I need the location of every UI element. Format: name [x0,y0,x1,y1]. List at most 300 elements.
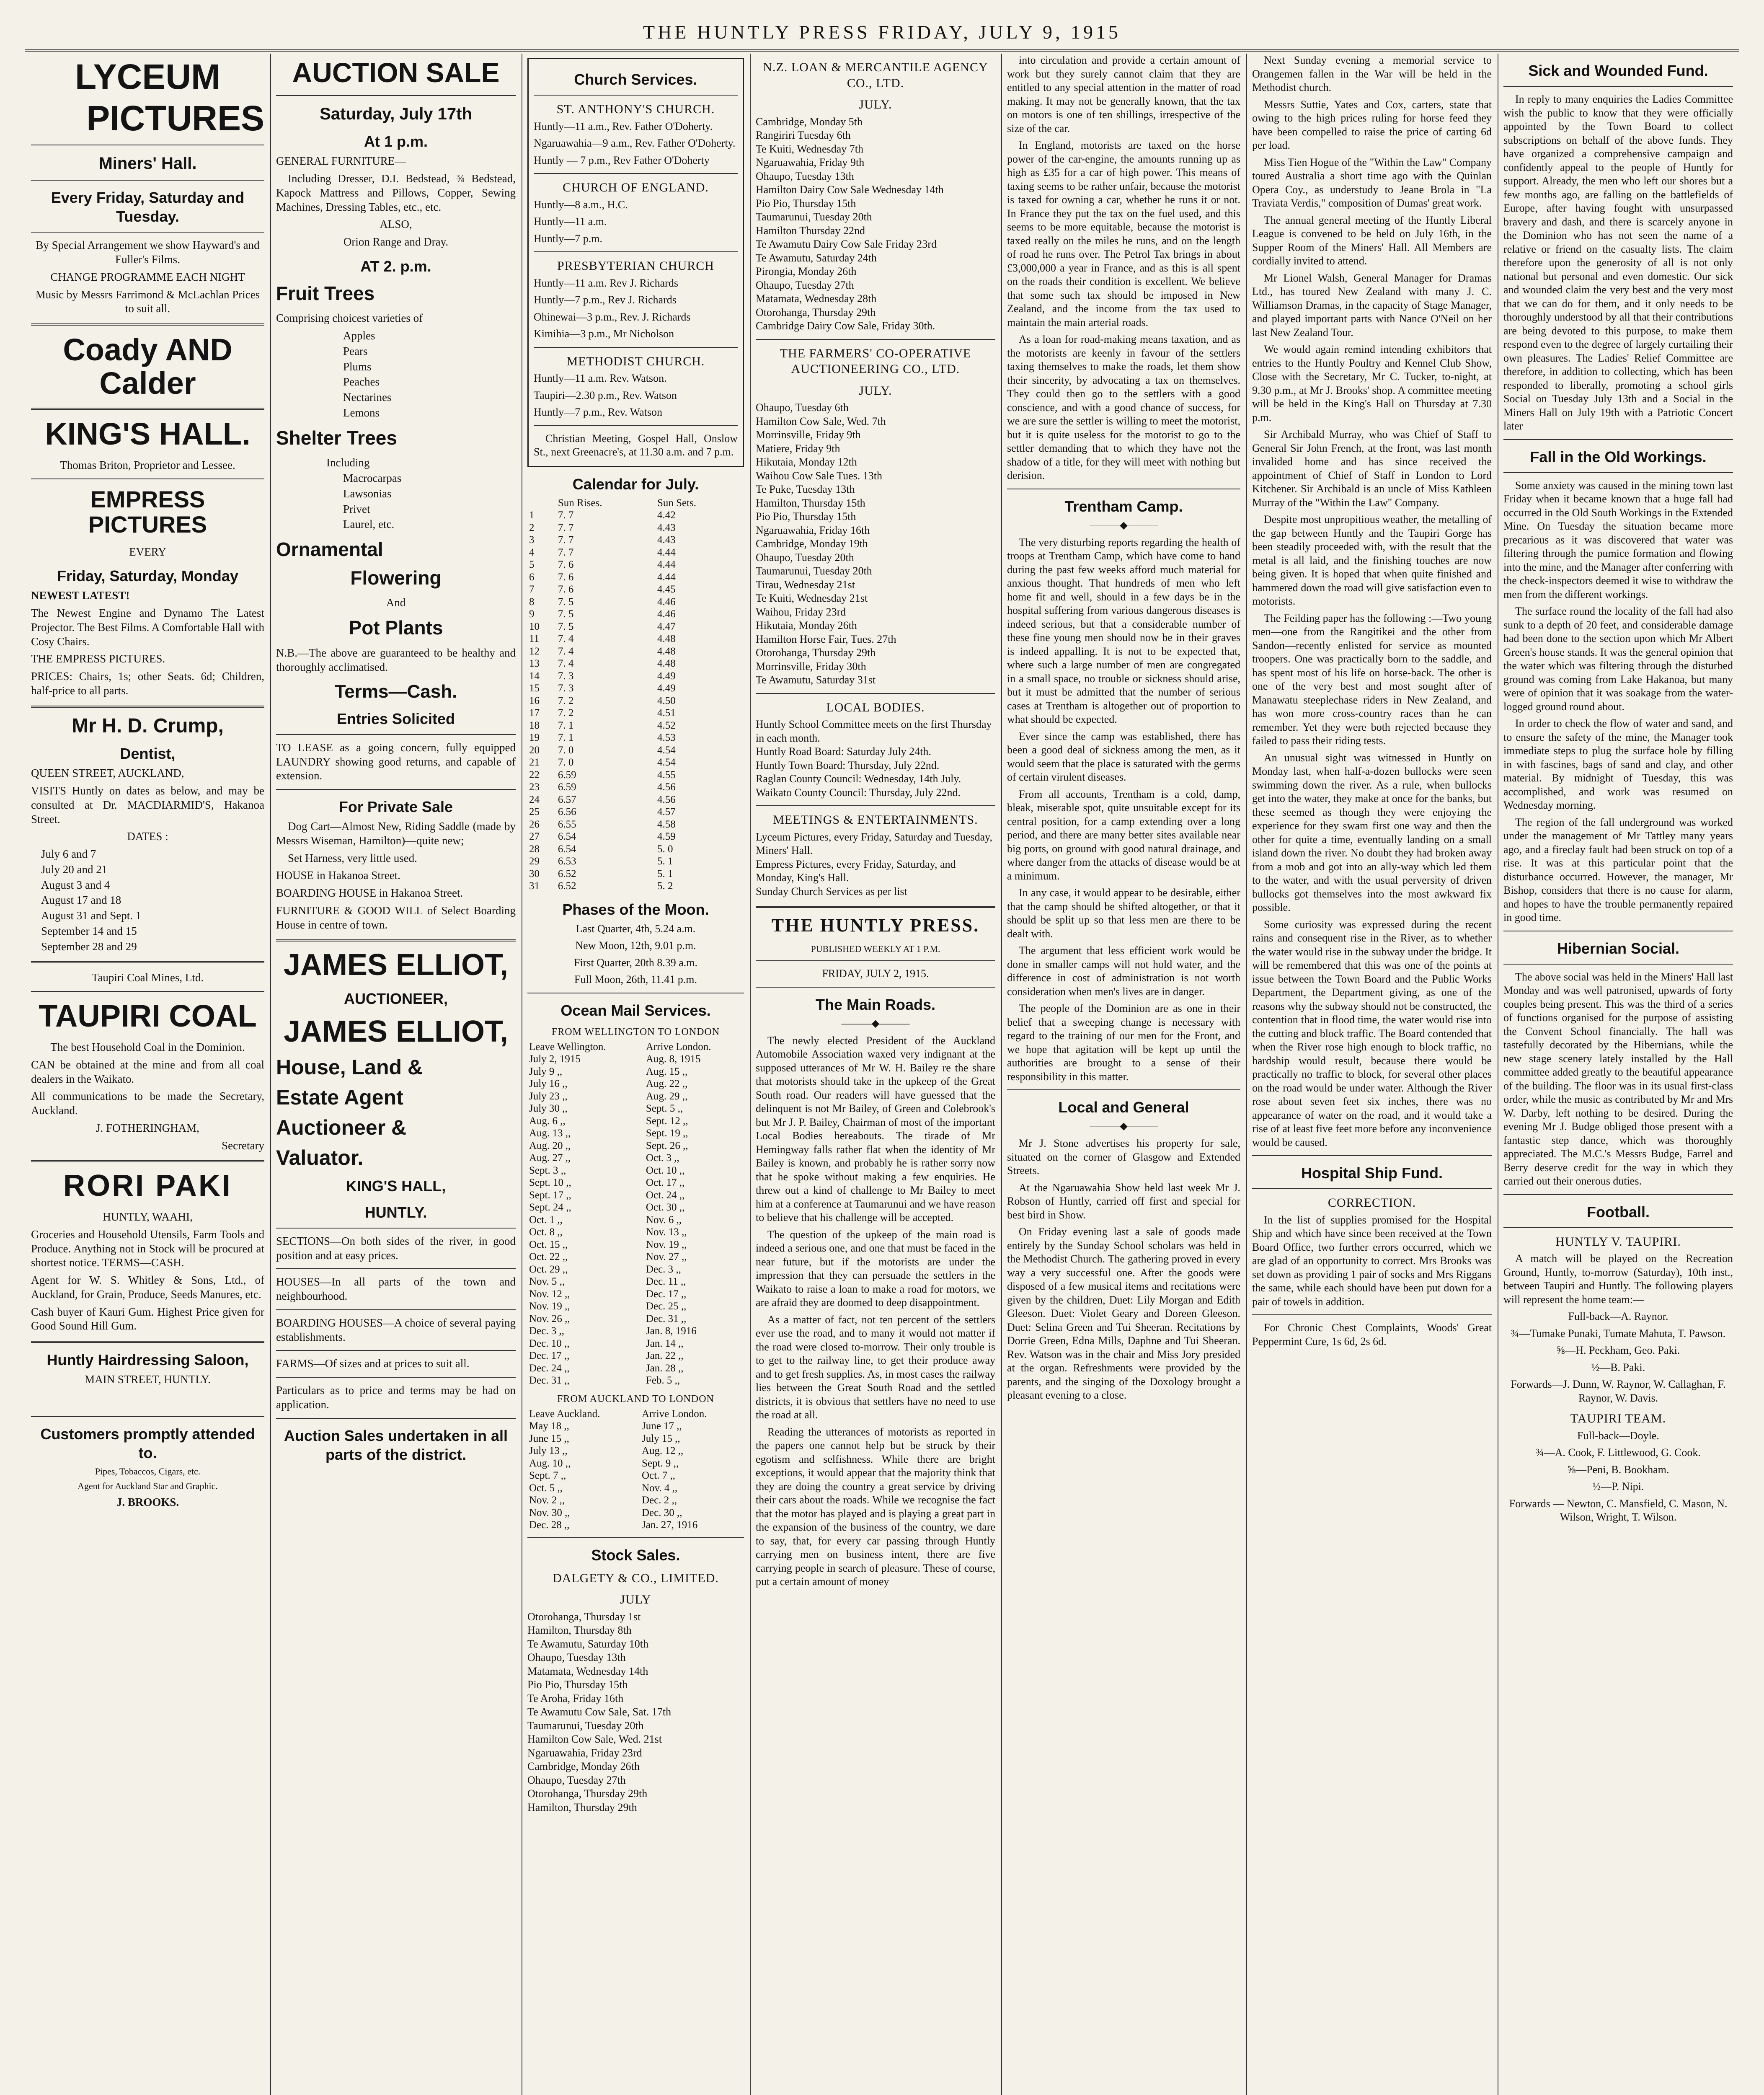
calendar-row-cell: 4.54 [657,744,676,756]
calendar-row-cell: 5. 0 [657,843,673,855]
team-line: Forwards — Newton, C. Mansfield, C. Mason, N. Wilson, Wright, T. Wilson. [1509,1497,1728,1523]
mail-row [527,1362,744,1375]
calendar-row [527,670,744,683]
shelter-item: Privet [343,502,370,515]
mail-row-cell: Oct. 17 ,, [646,1177,685,1188]
meeting-item: Sunday Church Services as per list [756,885,907,897]
mail-row-cell: June 15 ,, [529,1433,569,1444]
sale-item: Te Awamutu, Saturday 24th [756,251,877,264]
mail-row-cell: Jan. 14 ,, [646,1337,684,1349]
calendar-row-cell: 8 [529,596,535,608]
team-line: Full-back—A. Raynor. [1568,1310,1668,1322]
mail-row [527,1507,744,1519]
fruit-item: Plums [343,360,372,373]
mail-row-cell: Aug. 8, 1915 [646,1053,701,1065]
entries-solicited: Entries Solicited [336,710,455,727]
calendar-row-cell: 7. 4 [558,633,574,644]
main-roads-para: The question of the upkeep of the main road is indeed a serious one, and one that must be faced in the near future, but if the motorists are under the impression that they can persuade the settlers in the Waikato to raise a loan to make a road for motors, we are afraid they are doomed to deep disappointment. [756,1228,995,1309]
fall-para: The surface round the locality of the fall had also sunk to a depth of 20 feet, and considerable damage had been done to the section upon which Mr Albert Green's house stands. It was the general opinion that the water which was filtering through the disturbed ground was coming from Lake Hakanoa, but many were of opinion that it was soakage from the water-logged ground round about. [1503,605,1733,713]
calendar-row-cell: 4.46 [657,596,676,608]
auckland-mail-table [527,1408,744,1531]
team-line: ½—P. Nipi. [1592,1480,1644,1492]
sections: SECTIONS—On both sides of the river, in good position and at easy prices. [276,1234,516,1262]
sale-item: Cambridge, Monday 19th [756,538,868,550]
calendar-row-cell: 7. 6 [558,571,574,583]
sale-item: Morrinsville, Friday 30th [756,660,866,672]
calendar-row-cell: 4.42 [657,510,676,521]
newest-text: The Newest Engine and Dynamo The Latest Projector. The Best Films. A Comfortable Hall with Cosy Chairs. [31,607,264,648]
column-2 [270,54,522,2095]
rori-place: HUNTLY, WAAHI, [103,1210,193,1223]
calendar-row-cell: 4.48 [657,633,676,644]
sale-item: Hamilton Dairy Cow Sale Wednesday 14th [756,184,944,196]
sale-item: Pirongia, Monday 26th [756,265,857,277]
mail-row [527,1494,744,1507]
mail-row-cell: Sept. 26 ,, [646,1140,688,1151]
sale-item: Otorohanga, Thursday 29th [527,1787,648,1800]
local-body-item: Huntly School Committee meets on the first Thursday in each month. [756,718,992,744]
mail-row [527,1337,744,1350]
mail-row-cell: Aug. 6 ,, [529,1115,566,1127]
ocean-mail-title: Ocean Mail Services. [560,1001,711,1019]
team-line: ⅝—Peni, B. Bookham. [1567,1463,1669,1476]
auction-sales-undertaken: Auction Sales undertaken in all parts of the district. [284,1427,508,1463]
calendar-row-cell: 22 [529,769,540,781]
harness: Set Harness, very little used. [288,851,417,864]
calendar-title: Calendar for July. [572,475,699,493]
main-roads-para: The newly elected President of the Auckland Automobile Association waxed very indignant at the supposed utterances of Mr W. H. Bailey re the share that motorists should take in the upkeep of the Great South road. Our readers will have guessed that the delinquent is not Mr Bailey, of Green and Colebrook's but Mr J. P. Bailey, Chairman of most of the important Local Bodies hereabouts. The tirade of Mr Hemingway falls rather flat when the identity of Mr Bailey is known, and probably he is rather sorry now that he spoke without making a few enquiries. He threw out a kind of challenge to Mr Bailey to meet him at a conference at Taumarunui and we have reason to believe that his challenge will be accepted. [756,1034,995,1224]
taupiri-mines: Taupiri Coal Mines, Ltd. [91,971,204,984]
mail-row-cell: Nov. 4 ,, [641,1482,678,1494]
auction-time-2: AT 2. p.m. [360,257,431,275]
calendar-row [527,633,744,645]
mail-row-cell: July 16 ,, [529,1078,568,1089]
sale-item: Cambridge, Monday 26th [527,1760,640,1772]
mail-row-cell: Dec. 10 ,, [529,1337,570,1349]
calendar-row-cell: 4.58 [657,818,676,830]
sale-item: Te Awamutu Cow Sale, Sat. 17th [527,1706,672,1718]
service-line: Huntly—8 a.m., H.C. [534,198,628,211]
date-item: September 28 and 29 [41,940,137,953]
phase-line: New Moon, 12th, 9.01 p.m. [575,939,696,952]
service-line: Huntly—7 p.m., Rev. Watson [534,406,663,418]
calendar-row-cell: 4.43 [657,534,676,546]
whitley: Agent for W. S. Whitley & Sons, Ltd., of Auckland, for Grain, Produce, Seeds Manures, etc. [31,1274,264,1301]
mail-row-cell: Dec. 30 ,, [641,1507,682,1518]
music: Music by Messrs Farrimond & McLachlan Prices to suit all. [35,288,260,315]
calendar-row-cell: 7 [529,584,535,595]
cal-head [527,497,556,510]
meetings: MEETINGS & ENTERTAINMENTS. [773,813,978,827]
sale-item: Ohaupo, Tuesday 13th [527,1651,626,1663]
calendar-row-cell: 26 [529,818,540,830]
sale-item: Ohaupo, Tuesday 6th [756,401,849,414]
shelter-trees: Shelter Trees [276,427,397,449]
calendar-row-cell: 20 [529,744,540,756]
calendar-row [527,794,744,806]
brooks: J. BROOKS. [116,1495,179,1508]
can-obtain: CAN be obtained at the mine and from all coal dealers in the Waikato. [31,1058,264,1085]
team-line: Full-back—Doyle. [1577,1429,1659,1442]
local-para: Sir Archibald Murray, who was Chief of Staff to General Sir John French, at the front, was last month invalided home and has since received the appointment of Chief of Staff in London to Lord Kitchener. Sir Archibald is an uncle of Miss Kathleen Murray of the "Within the Law" Company. [1252,428,1492,509]
mail-row-cell: Oct. 5 ,, [529,1482,563,1494]
huntly: HUNTLY. [364,1203,427,1221]
calendar-row [527,645,744,658]
mail-head: Leave Wellington. [529,1041,606,1053]
mail-row-cell: Aug. 22 ,, [646,1078,688,1089]
fall-para: Some anxiety was caused in the mining town last Friday when it became known that a huge fall had occurred in the Old South Workings in the Extended Mine. On Tuesday the situation became more precarious as it was discovered that water was filtering through the pumice formation and flowing into the mine, and the Manager after conferring with the check-inspectors deemed it wise to withdraw the men from the different workings. [1503,479,1733,600]
calendar-row-cell: 4.54 [657,757,676,768]
calendar-row-cell: 4.56 [657,794,676,805]
mail-head: Leave Auckland. [529,1408,600,1420]
calendar-row-cell: 4.43 [657,522,676,533]
newest-latest: NEWEST LATEST! [31,589,130,602]
mail-row-cell: Aug. 29 ,, [646,1090,688,1102]
service-line: Huntly—11 a.m., Rev. Father O'Doherty. [534,120,713,132]
team-line: ¾—Tumake Punaki, Tumate Mahuta, T. Pawson. [1511,1327,1726,1340]
calendar-row-cell: 3 [529,534,535,546]
mail-row [527,1313,744,1325]
sale-item: Otorohanga, Thursday 29th [756,306,876,318]
shelter-list [276,471,516,532]
calendar-row-cell: 7. 4 [558,645,574,657]
mail-row-cell: Sept. 17 ,, [529,1189,571,1201]
house-hakanoa: HOUSE in Hakanoa Street. [276,869,400,882]
st-anthony: ST. ANTHONY'S CHURCH. [556,102,715,116]
local-bodies-list [756,718,995,799]
service-line: Huntly—7 p.m. [534,232,602,245]
sale-item: Otorohanga, Thursday 29th [756,647,876,659]
mail-row-cell: July 13 ,, [529,1445,568,1456]
mail-row-cell: Oct. 30 ,, [646,1202,685,1213]
trentham-para: The argument that less efficient work would be done in smaller camps will not hold water, and the difference in cost of administration is not worth consideration when men's lives are in danger. [1007,944,1240,998]
calendar-row [527,707,744,719]
sale-item: Matamata, Wednesday 28th [756,292,877,305]
calendar-row-cell: 19 [529,732,540,743]
calendar-row-cell: 7. 4 [558,658,574,669]
mail-row-cell: Oct. 1 ,, [529,1214,563,1226]
calendar-row [527,818,744,831]
mail-row-cell: Aug. 27 ,, [529,1152,571,1164]
calendar-row-cell: 6.53 [558,856,576,867]
service-line: Huntly—11 a.m. Rev J. Richards [534,277,678,289]
mail-row-cell: Dec. 24 ,, [529,1362,570,1374]
calendar-row-cell: 15 [529,683,540,694]
service-line: Taupiri—2.30 p.m., Rev. Watson [534,389,677,401]
wellington-mail-table [527,1041,744,1387]
local-general-title: Local and General [1058,1099,1189,1116]
empress-prices: PRICES: Chairs, 1s; other Seats. 6d; Children, half-price to all parts. [31,670,264,697]
dates-heading: DATES : [127,830,168,843]
particulars: Particulars as to price and terms may be had on application. [276,1384,516,1411]
service-line: Huntly—11 a.m. [534,215,607,228]
local-para: An unusual sight was witnessed in Huntly on Monday last, when half-a-dozen bullocks were seen swimming down the river. As a rule, when bullocks get into the water, they make at once for the banks, but these seemed as though they were enjoying the experience for they swam first one way and then the other for quite a time, eventually landing on a small island down the river. No doubt they had broken away from a mob and got into an ally-way which led them to the water, and with the usual perversity of driven bullocks got themselves into the most awkward fix possible. [1252,751,1492,913]
dog-cart: Dog Cart—Almost New, Riding Saddle (made by Messrs Wiseman, Hamilton)—quite new; [276,820,516,847]
mail-row-cell: July 15 ,, [641,1433,680,1444]
fotheringham: J. FOTHERINGHAM, [96,1121,199,1134]
sale-item: Rangiriri Tuesday 6th [756,129,851,141]
coady-calder: Coady AND Calder [63,332,232,401]
sale-item: Hamilton Cow Sale, Wed. 7th [756,415,886,427]
calendar-row-cell: 6.59 [558,769,576,781]
local-para: On Friday evening last a sale of goods made entirely by the Sunday School scholars was held in the Methodist Church. The gathering proved in every way a very successful one. After the goods were disposed of a few musical items and recitations were given by the children, Duet: Lily Morgan and Edith Gleeson. Duet: Violet Geary and Doreen Gleeson. Duet: Selina Green and Tui Sheeran. Recitations by Dorrie Green, Edna Mills, Daphne and Tui Sheeran. Rev. Watson was in the chair and Miss Jory presided at the organ. Refreshments were provided by the parents, and the singing of the Doxology brought a pleasant evening to a close. [1007,1226,1240,1401]
sale-item: Pio Pio, Thursday 15th [527,1679,628,1691]
calendar-table [527,497,744,892]
sale-item: Te Awamutu Dairy Cow Sale Friday 23rd [756,238,937,250]
mail-row-cell: Nov. 13 ,, [646,1226,687,1238]
best-coal: The best Household Coal in the Dominion. [50,1041,245,1054]
local-para: Messrs Suttie, Yates and Cox, carters, state that owing to the high prices ruling for horse feed they have been compelled to raise the price of carting 6d per load. [1252,98,1492,151]
mail-row-cell: July 23 ,, [529,1090,568,1102]
service-line: Huntly—11 a.m. Rev. Watson. [534,372,667,384]
calendar-row-cell: 4.52 [657,719,676,731]
mail-row-cell: Dec. 2 ,, [641,1495,677,1506]
mail-row [527,1457,744,1470]
local-para: The annual general meeting of the Huntly Liberal League is convened to be held on July 16th, in the Supper Room of the Miners' Hall. All Members are cordially invited to attend. [1252,214,1492,267]
calendar-row-cell: 17 [529,707,540,719]
column-7 [1498,54,1739,2095]
correction: CORRECTION. [1328,1196,1416,1210]
main-roads-para: As a matter of fact, not ten percent of the settlers ever use the road, and to many it would not matter if the road were closed to-morrow. Their only trouble is to get to the railway line, to get their produce away and to get fresh supplies. As, in most cases the railway lies between the Great South Road and the settled districts, it is obvious that settlers have no need to use the road at all. [756,1313,995,1421]
sale-item: Hamilton, Thursday 15th [756,497,865,509]
local-para: At the Ngaruawahia Show held last week Mr J. Robson of Huntly, carried off first and special for best bird in Show. [1007,1181,1240,1221]
calendar-row-cell: 4.45 [657,584,676,595]
column-4 [750,54,1001,2095]
fruit-item: Nectarines [343,391,392,404]
mail-row-cell: Jan. 8, 1916 [646,1325,697,1337]
calendar-row-cell: 4.53 [657,732,676,743]
calendar-row-cell: 6.57 [558,794,576,805]
calendar-row [527,571,744,584]
mail-row-cell: July 30 ,, [529,1103,568,1114]
date-item: July 6 and 7 [41,848,96,861]
mail-row [527,1066,744,1078]
calendar-row [527,719,744,732]
sale-item: Ngaruawahia, Friday 23rd [527,1746,642,1759]
main-roads-para: Reading the utterances of motorists as reported in the papers one cannot help but be struck by their egotism and selfishness. While there are bright exceptions, it would appear that the majority think that they are doing the country a great service by driving their cars about the roads. While we recognise the fact that the motor has played and is playing a great part in the expansion of the business of the country, we dare to say, that, for every car passing through Huntly carrying men on business intent, there are five carrying people in search of pleasure. These of course, put a certain amount of money [756,1425,995,1588]
sale-item: Waihou Cow Sale Tues. 13th [756,469,882,482]
rori-paki: RORI PAKI [63,1169,232,1203]
phase-line: Full Moon, 26th, 11.41 p.m. [574,973,697,985]
team-line: Forwards—J. Dunn, W. Raynor, W. Callaghan, F. Raynor, W. Davis. [1511,1378,1726,1404]
mail-head: Arrive London. [641,1408,707,1420]
mail-head: Arrive London. [646,1041,711,1053]
calendar-row-cell: 28 [529,843,540,855]
calendar-row-cell: 7. 3 [558,670,574,682]
sale-item: Matiere, Friday 9th [756,442,840,455]
calendar-row-cell: 4.59 [657,831,676,842]
sale-item: Hamilton Cow Sale, Wed. 21st [527,1733,662,1745]
calendar-row-cell: 4 [529,546,535,558]
hospital-ship-title: Hospital Ship Fund. [1301,1164,1443,1182]
calendar-row-cell: 5. 1 [657,856,673,867]
calendar-row-cell: 4.44 [657,546,676,558]
hibernian-para: The above social was held in the Miners' Hall last Monday and was well patronised, upwards of forty couples being present. This was the third of a series of functions organised for the purpose of assisting the Convent School financially. The hall was tastefully decorated by the Hibernians, while the new stage scenery lately installed by the Hall committee added greatly to the beautiful appearance of the building. The floor was in its usual first-class order, while the music as contributed by Mr and Mrs W. Darby, left nothing to be desired. During the evening Mr J. Budge obliged those present with a fantastic step dance, which was thoroughly appreciated. The M.C.'s Messrs Budge, Farrel and Berry deserve credit for the way in which they carried out their onerous duties. [1503,970,1733,1187]
mail-row-cell: Sept. 7 ,, [529,1470,566,1481]
mail-row [527,1519,744,1531]
calendar-row-cell: 6.56 [558,806,576,817]
sale-item: Taumarunui, Tuesday 20th [756,565,872,577]
mail-row [527,1251,744,1263]
empress-days: Friday, Saturday, Monday [57,567,238,585]
sale-item: Te Kuiti, Wednesday 21st [756,592,868,604]
date-item: July 20 and 21 [41,863,108,876]
calendar-row-cell: 7. 2 [558,707,574,719]
fruit-trees: Fruit Trees [276,282,375,304]
calendar-row-cell: 24 [529,794,540,805]
calendar-row-cell: 4.48 [657,658,676,669]
trentham-para: From all accounts, Trentham is a cold, damp, bleak, miserable spot, quite unsuitable except for its central position, for a camp extending over a long period, and there are many better sites available near big ports, on ground with good natural drainage, and where danger from the attacks of disease would be at a minimum. [1007,788,1240,882]
general-furniture: GENERAL FURNITURE— [276,155,406,168]
boarding-house: BOARDING HOUSE in Hakanoa Street. [276,887,463,900]
calendar-row [527,695,744,707]
mail-row [527,1300,744,1313]
nz-loan: N.Z. LOAN & MERCANTILE AGENCY CO., LTD. [763,60,988,90]
mail-row-cell: Aug. 10 ,, [529,1457,571,1469]
mail-row [527,1115,744,1128]
mail-row [527,1090,744,1103]
calendar-row-cell: 4.48 [657,645,676,657]
sale-item: Hamilton, Thursday 29th [527,1801,637,1813]
mail-row-cell: Oct. 10 ,, [646,1164,685,1176]
date-item: September 14 and 15 [41,924,137,937]
sale-item: Ohaupo, Tuesday 13th [756,170,854,182]
mail-row [527,1350,744,1362]
calendar-row-cell: 7. 7 [558,546,574,558]
service-line: Kimihia—3 p.m., Mr Nicholson [534,328,674,340]
pipes: Pipes, Tobaccos, Cigars, etc. [95,1466,201,1477]
mail-row-cell: Dec. 3 ,, [529,1325,564,1337]
local-bodies: LOCAL BODIES. [826,700,925,714]
mail-row-cell: Sept. 3 ,, [529,1164,566,1176]
mail-row-cell: Nov. 6 ,, [646,1214,682,1226]
service-line: Huntly—7 p.m., Rev J. Richards [534,294,677,306]
huntly-v-taupiri: HUNTLY V. TAUPIRI. [1555,1234,1681,1249]
farms: FARMS—Of sizes and at prices to suit all. [276,1357,470,1370]
issue-date: FRIDAY, JULY 2, 1915. [822,967,929,980]
mail-row-cell: Dec. 3 ,, [646,1263,681,1275]
calendar-row-cell: 4.49 [657,670,676,682]
calendar-row-cell: 10 [529,621,540,632]
mail-row-cell: Oct. 29 ,, [529,1263,568,1275]
shelter-item: Macrocarpas [343,472,402,485]
match-para: A match will be played on the Recreation Ground, Huntly, to-morrow (Saturday), 10th inst., between Taupiri and Huntly. The following players will represent the home team:— [1503,1252,1733,1306]
calendar-row [527,546,744,559]
mail-row-cell: Nov. 5 ,, [529,1276,565,1287]
sale-item: Tirau, Wednesday 21st [756,578,855,591]
mail-row [527,1226,744,1239]
sale-item: Ohaupo, Tuesday 27th [527,1774,626,1786]
calendar-row-cell: 30 [529,868,540,879]
mail-row-cell: Dec. 11 ,, [646,1276,686,1287]
trentham-para: The people of the Dominion are as one in their belief that a sweeping change is necessary with regard to the training of our men for the Front, and we hope that agitation will be kept up until the authorities are brought to a sense of their responsibility in this matter. [1007,1002,1240,1083]
calendar-row-cell: 7. 6 [558,559,574,570]
crump-title: Dentist, [120,745,176,763]
calendar-row-cell: 4.44 [657,571,676,583]
fruit-item: Apples [343,329,375,342]
mail-row-cell: May 18 ,, [529,1420,569,1432]
mail-row-cell: Aug. 15 ,, [646,1066,688,1077]
calendar-row [527,830,744,843]
mail-row [527,1127,744,1140]
kings-hall-title: KING'S HALL. [45,416,251,451]
mail-row [527,1263,744,1276]
service-line: Ngaruawahia—9 a.m., Rev. Father O'Doherty. [534,137,736,149]
calendar-row [527,583,744,596]
calendar-row-cell: 4.44 [657,559,676,570]
calendar-row-cell: 16 [529,695,540,706]
fruit-item: Lemons [343,406,380,419]
calendar-row-cell: 7. 5 [558,596,574,608]
calendar-row-cell: 7. 5 [558,608,574,620]
mail-row-cell: Sept. 19 ,, [646,1128,688,1139]
rori-text: Groceries and Household Utensils, Farm Tools and Produce. Anything not in Stock will be procured at shortest notice. TERMS—CASH. [31,1228,264,1269]
calendar-row [527,756,744,769]
auctioneer-and: Auctioneer & [276,1115,407,1139]
ornament: ———◆——— [1090,520,1158,531]
calendar-row-cell: 7. 0 [558,757,574,768]
calendar-row-cell: 7. 5 [558,621,574,632]
mail-row [527,1420,744,1433]
shelter-including: Including [326,456,370,469]
mail-row [527,1102,744,1115]
mail-row-cell: Dec. 25 ,, [646,1301,687,1312]
james-elliot-2: JAMES ELLIOT, [283,1015,509,1049]
mail-row-cell: Nov. 26 ,, [529,1313,570,1324]
calendar-row-cell: 6.54 [558,843,576,855]
local-para: Despite most unpropitious weather, the metalling of the gap between Huntly and the Taupiri Gorge has been steadily proceeded with, with the result that the metal is all laid, and the finishing touches are now being given. It is hoped that when quite finished and hammered down the road will give satisfaction even to motorists. [1252,513,1492,607]
calendar-row-cell: 4.46 [657,608,676,620]
published-weekly: PUBLISHED WEEKLY AT 1 P.M. [811,943,940,954]
sick-wounded-title: Sick and Wounded Fund. [1528,62,1708,79]
mail-row [527,1374,744,1387]
sale-item: Taumarunui, Tuesday 20th [527,1719,644,1732]
calendar-row [527,732,744,744]
phases-title: Phases of the Moon. [562,900,709,918]
mail-row-cell: Dec. 17 ,, [646,1288,687,1300]
calendar-row-cell: 4.55 [657,769,676,781]
calendar-row [527,855,744,868]
calendar-row-cell: 6 [529,571,535,583]
mail-row-cell: June 17 ,, [641,1420,682,1432]
calendar-row-cell: 5 [529,559,535,570]
auction-sale-title: AUCTION SALE [292,57,500,88]
calendar-row [527,621,744,633]
mail-row-cell: Jan. 27, 1916 [641,1519,698,1531]
mail-row-cell: Feb. 5 ,, [646,1375,680,1386]
lyceum-title-2: PICTURES [86,98,264,138]
furniture-list: Including Dresser, D.I. Bedstead, ¾ Bedstead, Kapock Mattress and Pillows, Copper, Sewing Machines, Dressing Tables, etc., etc. [276,172,516,213]
mail-row [527,1239,744,1251]
article-para: As a loan for road-making means taxation, and as the motorists are keenly in favour of the settlers taxing themselves to make the roads, let them show their sincerity, by advocating a tax on themselves. They could then go to the settlers with a good conscience, and with a good chance of success, for we are sure the settler is willing to meet the motorist, but it is quite useless for the motorist to go to the settler demanding that to which they have not the shadow of a title, for they will meet with nothing but derision. [1007,333,1240,481]
local-para: We would again remind intending exhibitors that entries to the Huntly Poultry and Kennel Club Show, Close with the Secretary, Mr C. Tucker, to-night, at 9.30 p.m., at Mr J. Brooks' shop. A committee meeting will be held in the King's Hall on Thursday at 7.30 p.m. [1252,343,1492,424]
shelter-item: Laurel, etc. [343,518,395,531]
calendar-row-cell: 9 [529,608,535,620]
fall-old-workings-title: Fall in the Old Workings. [1530,448,1707,466]
agent-star: Agent for Auckland Star and Graphic. [77,1481,218,1492]
calendar-row-cell: 4.57 [657,806,676,817]
nz-list [756,115,995,333]
mail-row [527,1140,744,1152]
empress-title: EMPRESS PICTURES [88,486,207,538]
team-line: ½—B. Paki. [1591,1361,1645,1373]
auction-date: Saturday, July 17th [320,105,472,124]
from-wellington: FROM WELLINGTON TO LONDON [551,1026,720,1037]
house-land: House, Land & [276,1055,423,1079]
sale-item: Cambridge, Monday 5th [756,115,863,128]
crump-name: Mr H. D. Crump, [72,714,224,737]
kauri: Cash buyer of Kauri Gum. Highest Price given for Good Sound Hill Gum. [31,1305,264,1332]
